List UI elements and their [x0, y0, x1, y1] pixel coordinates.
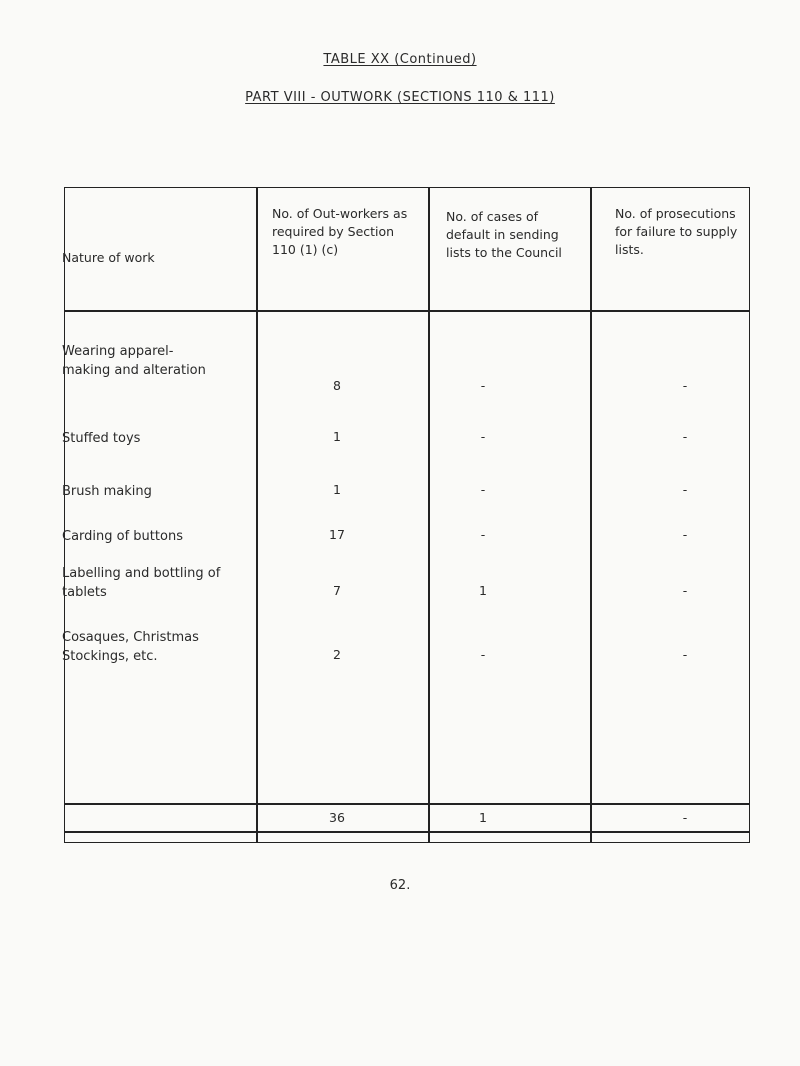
row-defaults-value: - [480, 482, 486, 497]
row-outworkers-value: 1 [333, 482, 341, 497]
row-defaults-value: - [480, 378, 486, 393]
row-work-label: Cosaques, Christmas Stockings, etc. [62, 630, 199, 664]
bottom-divider [65, 831, 749, 833]
row-work-label: Wearing apparel- making and alteration [62, 344, 206, 378]
row-defaults-value: - [480, 429, 486, 444]
row-work-label: Stuffed toys [62, 431, 141, 446]
row-outworkers-value: 2 [333, 647, 341, 662]
header-prosecutions: No. of prosecutions for failure to supply lists. [615, 206, 738, 257]
total-defaults: 1 [479, 810, 487, 825]
header-nature-of-work: Nature of work [62, 250, 155, 265]
header-defaults: No. of cases of default in sending lists to the Council [446, 209, 562, 260]
row-outworkers-value: 8 [333, 378, 341, 393]
row-prosecutions-value: - [682, 429, 688, 444]
outwork-table [64, 187, 750, 843]
total-outworkers: 36 [329, 810, 345, 825]
row-defaults-value: - [480, 647, 486, 662]
row-work-label: Brush making [62, 484, 152, 499]
column-divider [256, 188, 258, 842]
column-divider [590, 188, 592, 842]
row-outworkers-value: 17 [329, 527, 345, 542]
row-work-label: Carding of buttons [62, 529, 183, 544]
column-divider [428, 188, 430, 842]
row-prosecutions-value: - [682, 482, 688, 497]
section-subtitle: PART VIII - OUTWORK (SECTIONS 110 & 111) [245, 90, 555, 105]
total-prosecutions: - [682, 810, 688, 825]
row-prosecutions-value: - [682, 527, 688, 542]
row-prosecutions-value: - [682, 647, 688, 662]
table-title: TABLE XX (Continued) [323, 52, 477, 67]
row-defaults-value: 1 [479, 583, 487, 598]
row-outworkers-value: 7 [333, 583, 341, 598]
row-outworkers-value: 1 [333, 429, 341, 444]
totals-divider [65, 803, 749, 805]
row-defaults-value: - [480, 527, 486, 542]
page-number: 62. [389, 878, 411, 893]
row-prosecutions-value: - [682, 583, 688, 598]
row-prosecutions-value: - [682, 378, 688, 393]
header-outworkers: No. of Out-workers as required by Section 110 (1) (c) [272, 206, 408, 257]
header-divider [65, 310, 749, 312]
row-work-label: Labelling and bottling of tablets [62, 566, 221, 600]
